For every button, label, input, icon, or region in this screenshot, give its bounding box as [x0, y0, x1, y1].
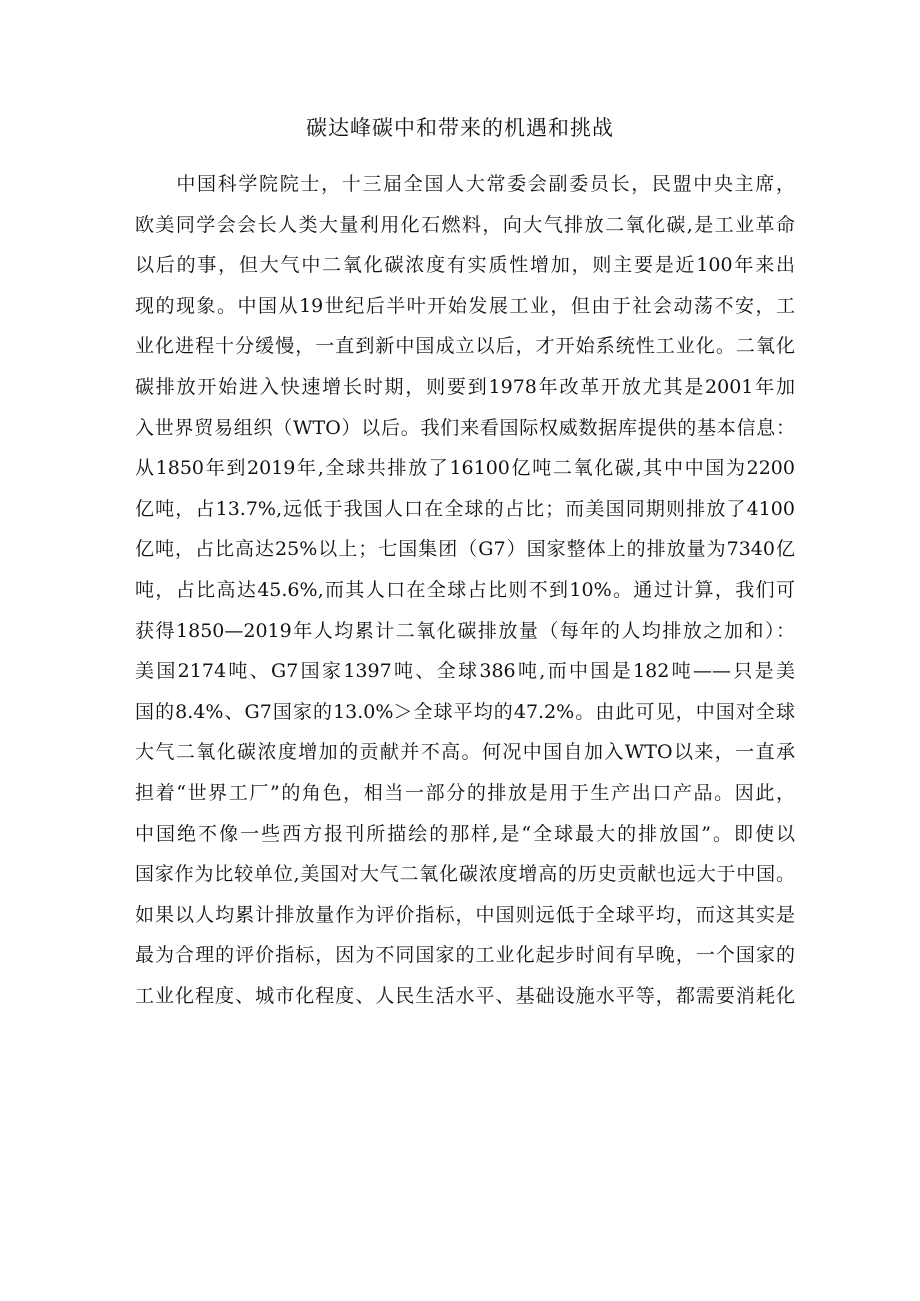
body-line: 美国2174吨、G7国家1397吨、全球386吨,而中国是182吨——只是美 — [135, 660, 795, 683]
body-line: 欧美同学会会长人类大量利用化石燃料，向大气排放二氧化碳,是工业革命 — [135, 213, 795, 236]
body-line: 国的8.4%、G7国家的13.0%＞全球平均的47.2%。由此可见，中国对全球 — [135, 700, 795, 723]
body-line: 担着“世界工厂”的角色，相当一部分的排放是用于生产出口产品。因此， — [135, 781, 795, 804]
body-line: 国家作为比较单位,美国对大气二氧化碳浓度增高的历史贡献也远大于中国。 — [135, 863, 795, 886]
body-line: 入世界贸易组织（WTO）以后。我们来看国际权威数据库提供的基本信息： — [135, 416, 795, 439]
body-line: 获得1850—2019年人均累计二氧化碳排放量（每年的人均排放之加和）： — [135, 619, 795, 642]
body-line: 从1850年到2019年,全球共排放了16100亿吨二氧化碳,其中中国为2200 — [135, 457, 795, 480]
body-line: 以后的事，但大气中二氧化碳浓度有实质性增加，则主要是近100年来出 — [135, 254, 795, 277]
body-line: 中国绝不像一些西方报刊所描绘的那样,是“全球最大的排放国”。即使以 — [135, 822, 795, 845]
body-line: 亿吨，占比高达25%以上；七国集团（G7）国家整体上的排放量为7340亿 — [135, 538, 795, 561]
body-line: 吨，占比高达45.6%,而其人口在全球占比则不到10%。通过计算，我们可 — [135, 578, 795, 601]
document-body — [135, 164, 795, 1016]
body-line: 如果以人均累计排放量作为评价指标，中国则远低于全球平均，而这其实是 — [135, 903, 795, 926]
body-line: 业化进程十分缓慢，一直到新中国成立以后，才开始系统性工业化。二氧化 — [135, 335, 795, 358]
body-line: 现的现象。中国从19世纪后半叶开始发展工业，但由于社会动荡不安，工 — [135, 294, 795, 317]
body-line: 碳排放开始进入快速增长时期，则要到1978年改革开放尤其是2001年加 — [135, 375, 795, 398]
body-line: 中国科学院院士，十三届全国人大常委会副委员长，民盟中央主席， — [135, 173, 795, 195]
body-line: 工业化程度、城市化程度、人民生活水平、基础设施水平等，都需要消耗化 — [135, 984, 795, 1007]
body-line: 最为合理的评价指标，因为不同国家的工业化起步时间有早晚，一个国家的 — [135, 944, 795, 967]
document-title: 碳达峰碳中和带来的机遇和挑战 — [306, 116, 614, 140]
body-line: 大气二氧化碳浓度增加的贡献并不高。何况中国自加入WTO以来，一直承 — [135, 741, 795, 764]
body-line: 亿吨，占13.7%,远低于我国人口在全球的占比；而美国同期则排放了4100 — [135, 497, 795, 520]
